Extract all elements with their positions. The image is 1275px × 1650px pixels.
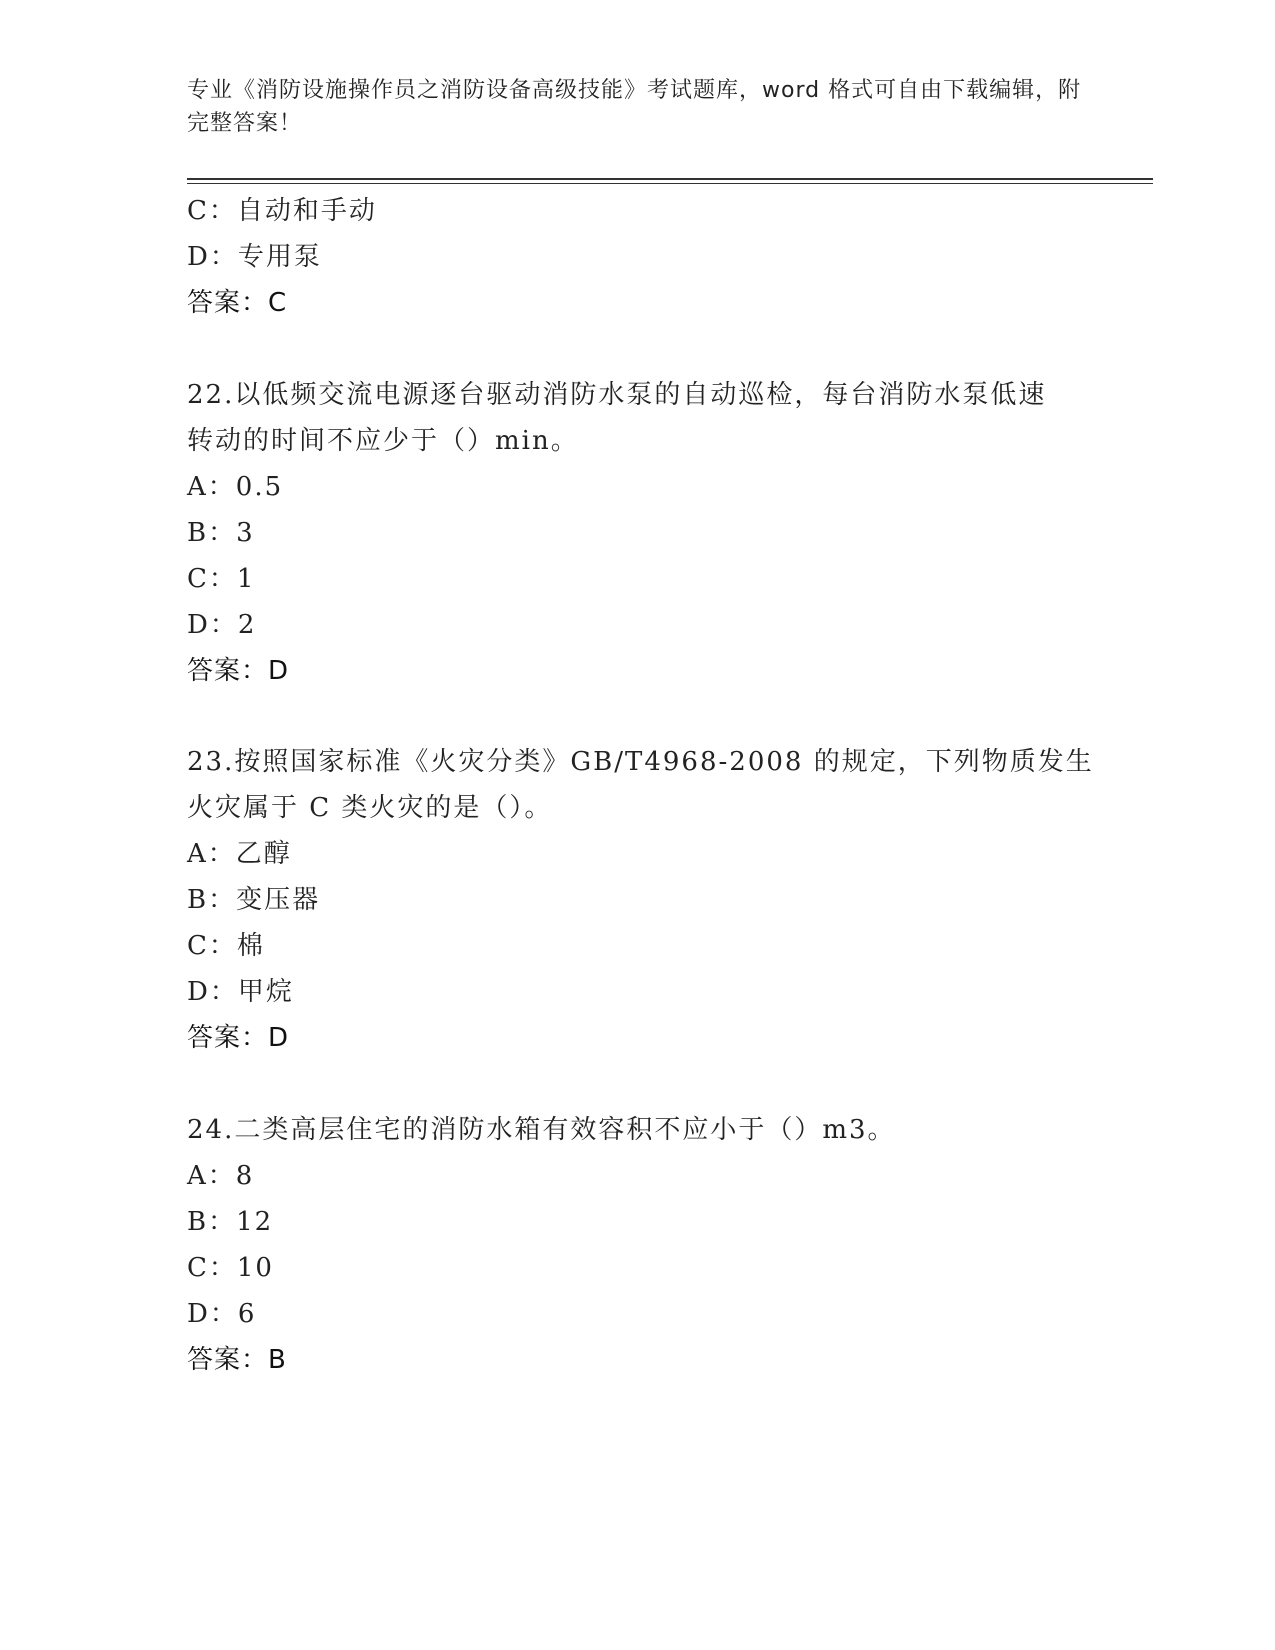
q24-option-c: C：10 — [187, 1253, 274, 1283]
q22-option-d: D：2 — [187, 610, 257, 640]
q23-option-a: A：乙醇 — [187, 839, 292, 869]
q24-answer: 答案：B — [187, 1345, 287, 1375]
q23-stem-line2: 火灾属于 C 类火灾的是（）。 — [187, 793, 553, 823]
q24-stem-line1: 24.二类高层住宅的消防水箱有效容积不应小于（）m3。 — [187, 1115, 896, 1145]
q24-option-d: D：6 — [187, 1299, 257, 1329]
q22-option-a: A：0.5 — [187, 472, 284, 502]
prev-answer: 答案：C — [187, 288, 288, 318]
q22-option-b: B：3 — [187, 518, 255, 548]
q23-stem-line1: 23.按照国家标准《火灾分类》GB/T4968-2008 的规定，下列物质发生 — [187, 747, 1094, 777]
header-divider-thin — [187, 183, 1153, 184]
q22-answer: 答案：D — [187, 656, 290, 686]
prev-option-c: C：自动和手动 — [187, 196, 377, 226]
q24-option-a: A：8 — [187, 1161, 255, 1191]
header-divider-thick — [187, 178, 1153, 180]
document-header: 专业《消防设施操作员之消防设备高级技能》考试题库，word 格式可自由下载编辑，附完整答案！ — [187, 78, 1082, 136]
prev-option-d: D：专用泵 — [187, 242, 322, 272]
q22-option-c: C：1 — [187, 564, 256, 594]
q22-stem-line1: 22.以低频交流电源逐台驱动消防水泵的自动巡检，每台消防水泵低速 — [187, 380, 1047, 410]
q24-option-b: B：12 — [187, 1207, 274, 1237]
q23-option-c: C：棉 — [187, 931, 265, 961]
q23-option-b: B：变压器 — [187, 885, 321, 915]
q23-answer: 答案：D — [187, 1023, 290, 1053]
q22-stem-line2: 转动的时间不应少于（）min。 — [187, 426, 579, 456]
q23-option-d: D：甲烷 — [187, 977, 294, 1007]
